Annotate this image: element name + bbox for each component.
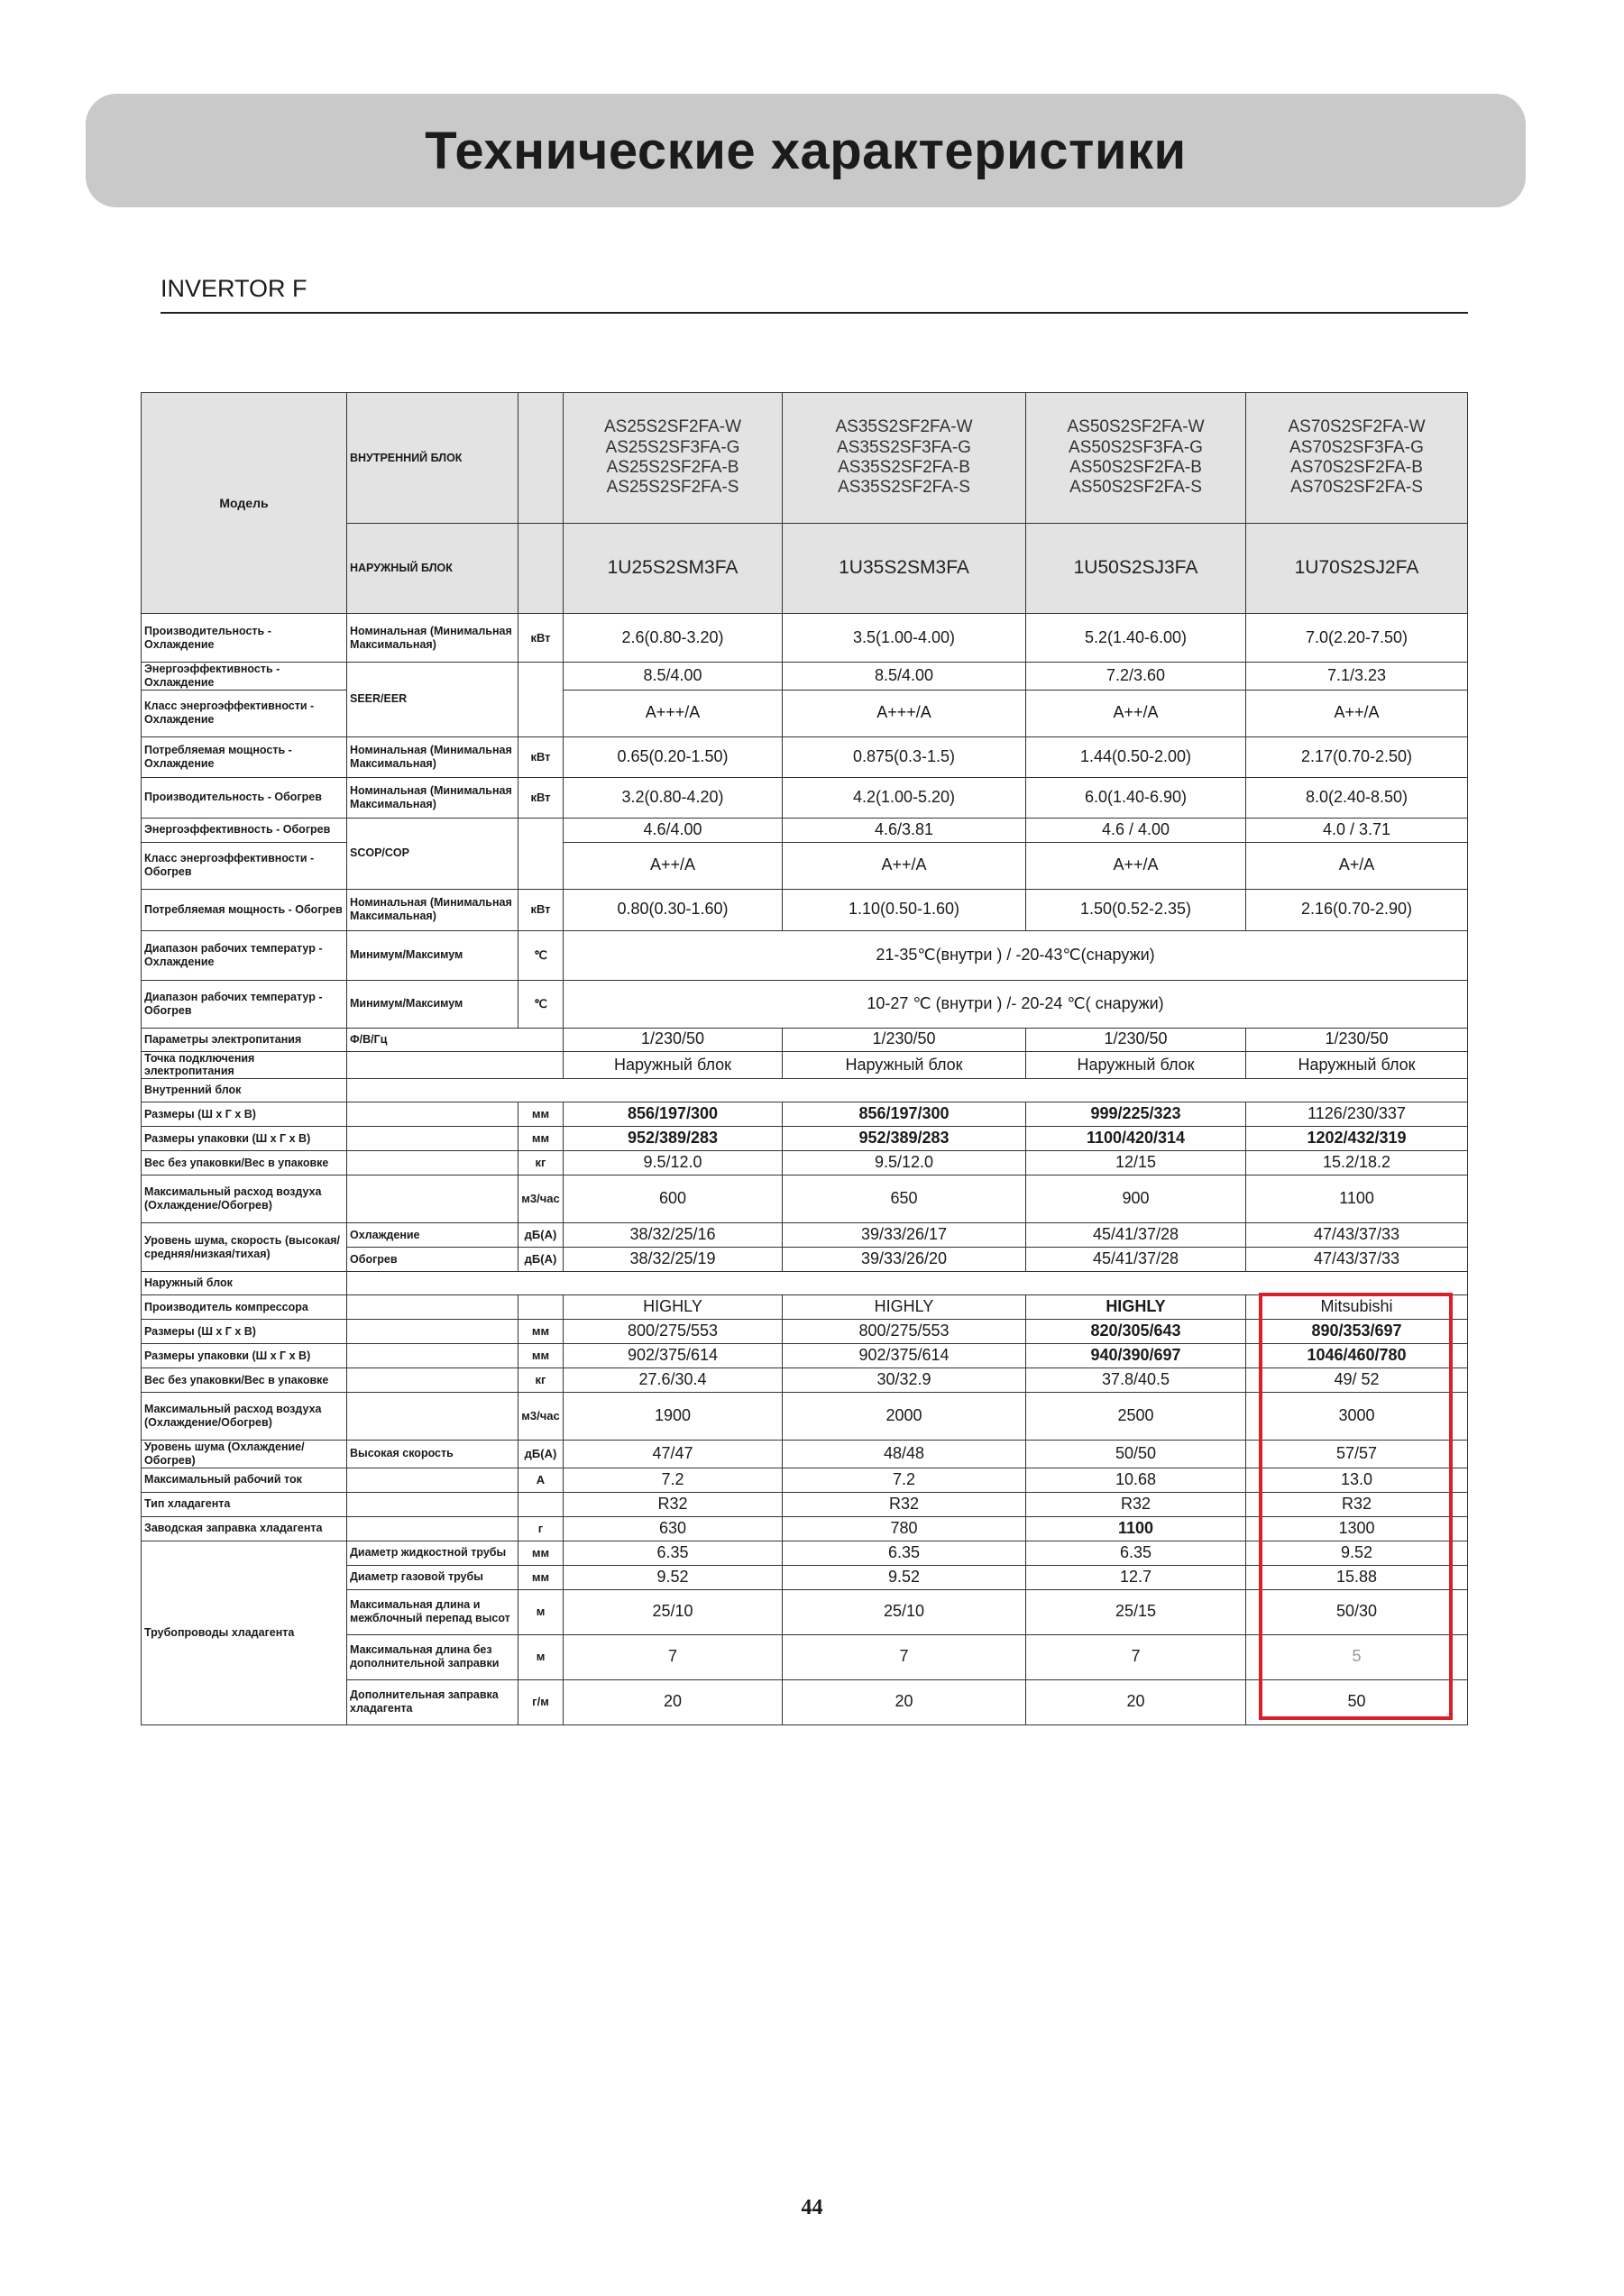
row-label: Заводская заправка хладагента <box>142 1516 347 1541</box>
outdoor-model: 1U25S2SM3FA <box>564 524 783 614</box>
table-cell: 20 <box>783 1679 1026 1724</box>
row-unit: ℃ <box>518 930 564 980</box>
empty-cell <box>347 1344 518 1368</box>
row-label: Максимальный расход воздуха (Охлаждение/Обогрев) <box>142 1175 347 1223</box>
table-row <box>142 818 1468 842</box>
table-cell: 7.2 <box>564 1468 783 1492</box>
table-cell: 820/305/643 <box>1026 1320 1246 1344</box>
row-unit: дБ(А) <box>518 1223 564 1248</box>
indoor-model: AS50S2SF3FA-G <box>1069 437 1203 457</box>
row-sublabel: Диаметр газовой трубы <box>347 1565 518 1589</box>
indoor-model: AS25S2SF2FA-B <box>606 458 739 477</box>
indoor-model: AS50S2SF2FA-B <box>1069 458 1202 477</box>
indoor-model: AS25S2SF2FA-W <box>603 417 742 437</box>
table-cell: 2.6(0.80-3.20) <box>564 614 783 663</box>
table-cell: 21-35℃(внутри ) / -20-43℃(снаружи) <box>564 930 1468 980</box>
row-sublabel: Минимум/Максимум <box>347 930 518 980</box>
row-unit: м <box>518 1634 564 1679</box>
table-cell: 1100/420/314 <box>1026 1127 1246 1151</box>
table-cell: 12/15 <box>1026 1151 1246 1175</box>
row-unit: мм <box>518 1344 564 1368</box>
table-row <box>142 1051 1468 1079</box>
table-cell: 5 <box>1246 1634 1468 1679</box>
table-cell: 50 <box>1246 1679 1468 1724</box>
table-cell: 600 <box>564 1175 783 1223</box>
table-cell: 0.65(0.20-1.50) <box>564 736 783 777</box>
table-row <box>142 736 1468 777</box>
table-cell: 37.8/40.5 <box>1026 1368 1246 1393</box>
table-cell: 7.1/3.23 <box>1246 663 1468 691</box>
table-cell: 47/43/37/33 <box>1246 1248 1468 1272</box>
table-cell: 4.2(1.00-5.20) <box>783 777 1026 818</box>
table-cell: 20 <box>564 1679 783 1724</box>
table-cell: 1/230/50 <box>564 1028 783 1051</box>
row-unit: мм <box>518 1102 564 1127</box>
unit-cell <box>518 818 564 889</box>
row-label: Потребляемая мощность - Охлаждение <box>142 736 347 777</box>
piping-label: Трубопроводы хладагента <box>142 1541 347 1724</box>
row-unit: мм <box>518 1565 564 1589</box>
indoor-models-cell <box>783 393 1026 524</box>
table-cell: 9.5/12.0 <box>783 1151 1026 1175</box>
table-cell: 8.0(2.40-8.50) <box>1246 777 1468 818</box>
table-cell: 6.35 <box>783 1541 1026 1565</box>
table-cell: A++/A <box>564 842 783 889</box>
table-cell: HIGHLY <box>1026 1295 1246 1320</box>
table-cell: 4.6 / 4.00 <box>1026 818 1246 842</box>
empty-cell <box>347 1320 518 1344</box>
table-cell: 7.2 <box>783 1468 1026 1492</box>
table-cell: 6.35 <box>1026 1541 1246 1565</box>
outdoor-unit-label: НАРУЖНЫЙ БЛОК <box>347 524 518 614</box>
subtitle-rule <box>161 312 1468 314</box>
table-cell: 10-27 ℃ (внутри ) /- 20-24 ℃( снаружи) <box>564 980 1468 1028</box>
table-cell: 2500 <box>1026 1393 1246 1441</box>
table-cell: R32 <box>1026 1492 1246 1516</box>
indoor-model: AS50S2SF2FA-S <box>1069 478 1202 498</box>
table-row <box>142 889 1468 930</box>
row-label: Размеры (Ш х Г х В) <box>142 1320 347 1344</box>
table-cell: 25/10 <box>564 1589 783 1634</box>
row-sublabel: SEER/EER <box>347 663 518 737</box>
empty-cell <box>347 1516 518 1541</box>
table-cell: 4.0 / 3.71 <box>1246 818 1468 842</box>
table-row <box>142 930 1468 980</box>
section-subtitle: INVERTOR F <box>161 275 307 302</box>
table-row <box>142 842 1468 889</box>
table-cell: 0.80(0.30-1.60) <box>564 889 783 930</box>
table-cell: 630 <box>564 1516 783 1541</box>
row-label: Производитель компрессора <box>142 1295 347 1320</box>
table-cell: 2000 <box>783 1393 1026 1441</box>
unit-cell <box>518 1492 564 1516</box>
table-cell: 856/197/300 <box>783 1102 1026 1127</box>
table-cell: A+++/A <box>783 690 1026 736</box>
indoor-unit-label: ВНУТРЕННИЙ БЛОК <box>347 393 518 524</box>
indoor-models-cell <box>1026 393 1246 524</box>
table-cell: 940/390/697 <box>1026 1344 1246 1368</box>
row-sublabel: Высокая скорость <box>347 1441 518 1468</box>
table-cell: 9.5/12.0 <box>564 1151 783 1175</box>
row-unit: кВт <box>518 889 564 930</box>
row-label: Максимальный расход воздуха (Охлаждение/Обогрев) <box>142 1393 347 1441</box>
table-cell: 20 <box>1026 1679 1246 1724</box>
table-cell: 900 <box>1026 1175 1246 1223</box>
table-cell: 952/389/283 <box>564 1127 783 1151</box>
table-cell: 780 <box>783 1516 1026 1541</box>
table-cell: 7 <box>564 1634 783 1679</box>
table-cell: 1/230/50 <box>1246 1028 1468 1051</box>
table-row <box>142 614 1468 663</box>
outdoor-model: 1U35S2SM3FA <box>783 524 1026 614</box>
unit-cell <box>518 1295 564 1320</box>
table-cell: 856/197/300 <box>564 1102 783 1127</box>
section-label: Внутренний блок <box>142 1079 347 1102</box>
row-label: Энергоэффективность - Обогрев <box>142 818 347 842</box>
row-label: Точка подключения электропитания <box>142 1051 347 1079</box>
table-cell: 5.2(1.40-6.00) <box>1026 614 1246 663</box>
table-cell: 650 <box>783 1175 1026 1223</box>
row-sublabel: Номинальная (Минимальная Максимальная) <box>347 777 518 818</box>
table-cell: 0.875(0.3-1.5) <box>783 736 1026 777</box>
empty-cell <box>347 1272 1468 1295</box>
row-label: Уровень шума (Охлаждение/Обогрев) <box>142 1441 347 1468</box>
row-unit: мм <box>518 1541 564 1565</box>
empty-cell <box>347 1492 518 1516</box>
row-sublabel: Минимум/Максимум <box>347 980 518 1028</box>
row-unit: г <box>518 1516 564 1541</box>
row-sublabel: Номинальная (Минимальная Максимальная) <box>347 736 518 777</box>
table-cell: 9.52 <box>564 1565 783 1589</box>
table-cell: 6.0(1.40-6.90) <box>1026 777 1246 818</box>
row-unit: А <box>518 1468 564 1492</box>
row-label: Класс энергоэффективности - Обогрев <box>142 842 347 889</box>
page-number: 44 <box>801 2196 823 2219</box>
table-cell: A++/A <box>1026 690 1246 736</box>
table-cell: 15.2/18.2 <box>1246 1151 1468 1175</box>
row-label: Диапазон рабочих температур - Обогрев <box>142 980 347 1028</box>
table-cell: 1.50(0.52-2.35) <box>1026 889 1246 930</box>
table-cell: 3.2(0.80-4.20) <box>564 777 783 818</box>
empty-cell <box>347 1393 518 1441</box>
table-row <box>142 1151 1468 1175</box>
table-cell: 902/375/614 <box>564 1344 783 1368</box>
row-label: Уровень шума, скорость (высокая/средняя/низкая/тихая) <box>142 1223 347 1272</box>
indoor-model: AS70S2SF2FA-W <box>1288 417 1426 437</box>
row-unit: дБ(А) <box>518 1248 564 1272</box>
row-label: Параметры электропитания <box>142 1028 347 1051</box>
page-title: Технические характеристики <box>425 121 1187 180</box>
table-cell: Наружный блок <box>1026 1051 1246 1079</box>
row-label: Размеры упаковки (Ш х Г х В) <box>142 1127 347 1151</box>
model-label: Модель <box>142 393 347 614</box>
indoor-model: AS70S2SF3FA-G <box>1289 437 1424 457</box>
row-label: Производительность - Обогрев <box>142 777 347 818</box>
indoor-model: AS70S2SF2FA-S <box>1290 478 1423 498</box>
unit-cell <box>518 393 564 524</box>
table-row <box>142 663 1468 691</box>
table-cell: 38/32/25/19 <box>564 1248 783 1272</box>
indoor-models-row <box>142 393 1468 524</box>
table-cell: 50/30 <box>1246 1589 1468 1634</box>
table-cell: 47/47 <box>564 1441 783 1468</box>
row-label: Размеры (Ш х Г х В) <box>142 1102 347 1127</box>
table-row <box>142 777 1468 818</box>
row-sublabel: Дополнительная заправка хладагента <box>347 1679 518 1724</box>
table-cell: Наружный блок <box>783 1051 1026 1079</box>
row-label: Энергоэффективность - Охлаждение <box>142 663 347 691</box>
row-sublabel: Максимальная длина без дополнительной заправки <box>347 1634 518 1679</box>
row-unit: кВт <box>518 736 564 777</box>
table-cell: Mitsubishi <box>1246 1295 1468 1320</box>
section-label: Наружный блок <box>142 1272 347 1295</box>
table-cell: 38/32/25/16 <box>564 1223 783 1248</box>
table-cell: 8.5/4.00 <box>564 663 783 691</box>
table-cell: 800/275/553 <box>564 1320 783 1344</box>
table-cell: 25/10 <box>783 1589 1026 1634</box>
table-cell: 7.0(2.20-7.50) <box>1246 614 1468 663</box>
row-label: Вес без упаковки/Вес в упаковке <box>142 1368 347 1393</box>
row-label: Вес без упаковки/Вес в упаковке <box>142 1151 347 1175</box>
table-cell: 1900 <box>564 1393 783 1441</box>
row-label: Максимальный рабочий ток <box>142 1468 347 1492</box>
empty-cell <box>347 1102 518 1127</box>
unit-cell <box>518 524 564 614</box>
row-sublabel: Номинальная (Минимальная Максимальная) <box>347 614 518 663</box>
table-cell: 1100 <box>1026 1516 1246 1541</box>
indoor-models-cell <box>564 393 783 524</box>
row-label: Производительность - Охлаждение <box>142 614 347 663</box>
table-cell: 27.6/30.4 <box>564 1368 783 1393</box>
outdoor-model: 1U70S2SJ2FA <box>1246 524 1468 614</box>
empty-cell <box>347 1127 518 1151</box>
table-cell: HIGHLY <box>783 1295 1026 1320</box>
indoor-model: AS50S2SF2FA-W <box>1067 417 1205 437</box>
table-row <box>142 1223 1468 1248</box>
table-cell: 13.0 <box>1246 1468 1468 1492</box>
row-unit: мм <box>518 1320 564 1344</box>
table-cell: A+++/A <box>564 690 783 736</box>
row-label: Потребляемая мощность - Обогрев <box>142 889 347 930</box>
table-cell: 48/48 <box>783 1441 1026 1468</box>
table-cell: 7 <box>783 1634 1026 1679</box>
empty-cell <box>347 1368 518 1393</box>
table-cell: 39/33/26/20 <box>783 1248 1026 1272</box>
empty-cell <box>347 1079 1468 1102</box>
table-cell: 4.6/3.81 <box>783 818 1026 842</box>
table-cell: 50/50 <box>1026 1441 1246 1468</box>
indoor-model: AS35S2SF2FA-B <box>838 458 970 477</box>
table-cell: 9.52 <box>783 1565 1026 1589</box>
table-cell: 1.44(0.50-2.00) <box>1026 736 1246 777</box>
table-cell: 1126/230/337 <box>1246 1102 1468 1127</box>
row-unit: ℃ <box>518 980 564 1028</box>
table-cell: 8.5/4.00 <box>783 663 1026 691</box>
table-cell: 57/57 <box>1246 1441 1468 1468</box>
row-sublabel: Максимальная длина и межблочный перепад высот <box>347 1589 518 1634</box>
row-unit: м <box>518 1589 564 1634</box>
empty-cell <box>347 1468 518 1492</box>
row-label: Класс энергоэффективности - Охлаждение <box>142 690 347 736</box>
table-cell: 15.88 <box>1246 1565 1468 1589</box>
table-row <box>142 1028 1468 1051</box>
table-cell: Наружный блок <box>564 1051 783 1079</box>
table-cell: 1202/432/319 <box>1246 1127 1468 1151</box>
unit-cell <box>518 663 564 737</box>
table-cell: 3.5(1.00-4.00) <box>783 614 1026 663</box>
table-cell: 1/230/50 <box>783 1028 1026 1051</box>
table-cell: 7.2/3.60 <box>1026 663 1246 691</box>
table-cell: HIGHLY <box>564 1295 783 1320</box>
empty-cell <box>347 1051 564 1079</box>
table-row <box>142 1127 1468 1151</box>
table-cell: 49/ 52 <box>1246 1368 1468 1393</box>
table-cell: 1100 <box>1246 1175 1468 1223</box>
row-unit: г/м <box>518 1679 564 1724</box>
table-cell: 30/32.9 <box>783 1368 1026 1393</box>
table-cell: 6.35 <box>564 1541 783 1565</box>
empty-cell <box>347 1295 518 1320</box>
row-sublabel: Охлаждение <box>347 1223 518 1248</box>
row-label: Тип хладагента <box>142 1492 347 1516</box>
title-banner <box>86 94 1526 207</box>
table-row <box>142 1175 1468 1223</box>
table-cell: 25/15 <box>1026 1589 1246 1634</box>
empty-cell <box>347 1151 518 1175</box>
section-row <box>142 1272 1468 1295</box>
indoor-model: AS70S2SF2FA-B <box>1290 458 1423 477</box>
row-sublabel: Ф/В/Гц <box>347 1028 564 1051</box>
section-row <box>142 1079 1468 1102</box>
table-cell: A++/A <box>783 842 1026 889</box>
row-sublabel: Диаметр жидкостной трубы <box>347 1541 518 1565</box>
indoor-model: AS35S2SF3FA-G <box>837 437 971 457</box>
table-cell: 9.52 <box>1246 1541 1468 1565</box>
table-cell: 2.16(0.70-2.90) <box>1246 889 1468 930</box>
outdoor-model: 1U50S2SJ3FA <box>1026 524 1246 614</box>
row-unit: кВт <box>518 614 564 663</box>
table-cell: A++/A <box>1246 690 1468 736</box>
indoor-model: AS25S2SF3FA-G <box>605 437 740 457</box>
table-cell: 1.10(0.50-1.60) <box>783 889 1026 930</box>
empty-cell <box>347 1175 518 1223</box>
row-sublabel: Номинальная (Минимальная Максимальная) <box>347 889 518 930</box>
table-row <box>142 690 1468 736</box>
table-cell: R32 <box>1246 1492 1468 1516</box>
table-row <box>142 1102 1468 1127</box>
table-cell: 902/375/614 <box>783 1344 1026 1368</box>
table-cell: 45/41/37/28 <box>1026 1223 1246 1248</box>
table-cell: 1300 <box>1246 1516 1468 1541</box>
table-row <box>142 980 1468 1028</box>
row-unit: м3/час <box>518 1175 564 1223</box>
indoor-model: AS35S2SF2FA-S <box>838 478 970 498</box>
table-cell: 12.7 <box>1026 1565 1246 1589</box>
indoor-model: AS35S2SF2FA-W <box>835 417 973 437</box>
table-cell: R32 <box>783 1492 1026 1516</box>
table-cell: R32 <box>564 1492 783 1516</box>
row-unit: кВт <box>518 777 564 818</box>
table-cell: 7 <box>1026 1634 1246 1679</box>
row-label: Размеры упаковки (Ш х Г х В) <box>142 1344 347 1368</box>
table-cell: 999/225/323 <box>1026 1102 1246 1127</box>
table-cell: 890/353/697 <box>1246 1320 1468 1344</box>
row-unit: мм <box>518 1127 564 1151</box>
table-cell: 39/33/26/17 <box>783 1223 1026 1248</box>
indoor-models-cell <box>1246 393 1468 524</box>
table-cell: A++/A <box>1026 842 1246 889</box>
row-unit: м3/час <box>518 1393 564 1441</box>
table-cell: 45/41/37/28 <box>1026 1248 1246 1272</box>
table-cell: 2.17(0.70-2.50) <box>1246 736 1468 777</box>
row-sublabel: Обогрев <box>347 1248 518 1272</box>
row-unit: кг <box>518 1151 564 1175</box>
highlight-box <box>1259 1293 1453 1720</box>
table-cell: 3000 <box>1246 1393 1468 1441</box>
row-sublabel: SCOP/COP <box>347 818 518 889</box>
table-cell: 952/389/283 <box>783 1127 1026 1151</box>
row-unit: кг <box>518 1368 564 1393</box>
table-cell: 10.68 <box>1026 1468 1246 1492</box>
table-cell: Наружный блок <box>1246 1051 1468 1079</box>
table-cell: A+/A <box>1246 842 1468 889</box>
table-cell: 4.6/4.00 <box>564 818 783 842</box>
table-cell: 47/43/37/33 <box>1246 1223 1468 1248</box>
table-cell: 1046/460/780 <box>1246 1344 1468 1368</box>
indoor-model: AS25S2SF2FA-S <box>606 478 739 498</box>
row-unit: дБ(А) <box>518 1441 564 1468</box>
row-label: Диапазон рабочих температур - Охлаждение <box>142 930 347 980</box>
table-cell: 800/275/553 <box>783 1320 1026 1344</box>
table-cell: 1/230/50 <box>1026 1028 1246 1051</box>
